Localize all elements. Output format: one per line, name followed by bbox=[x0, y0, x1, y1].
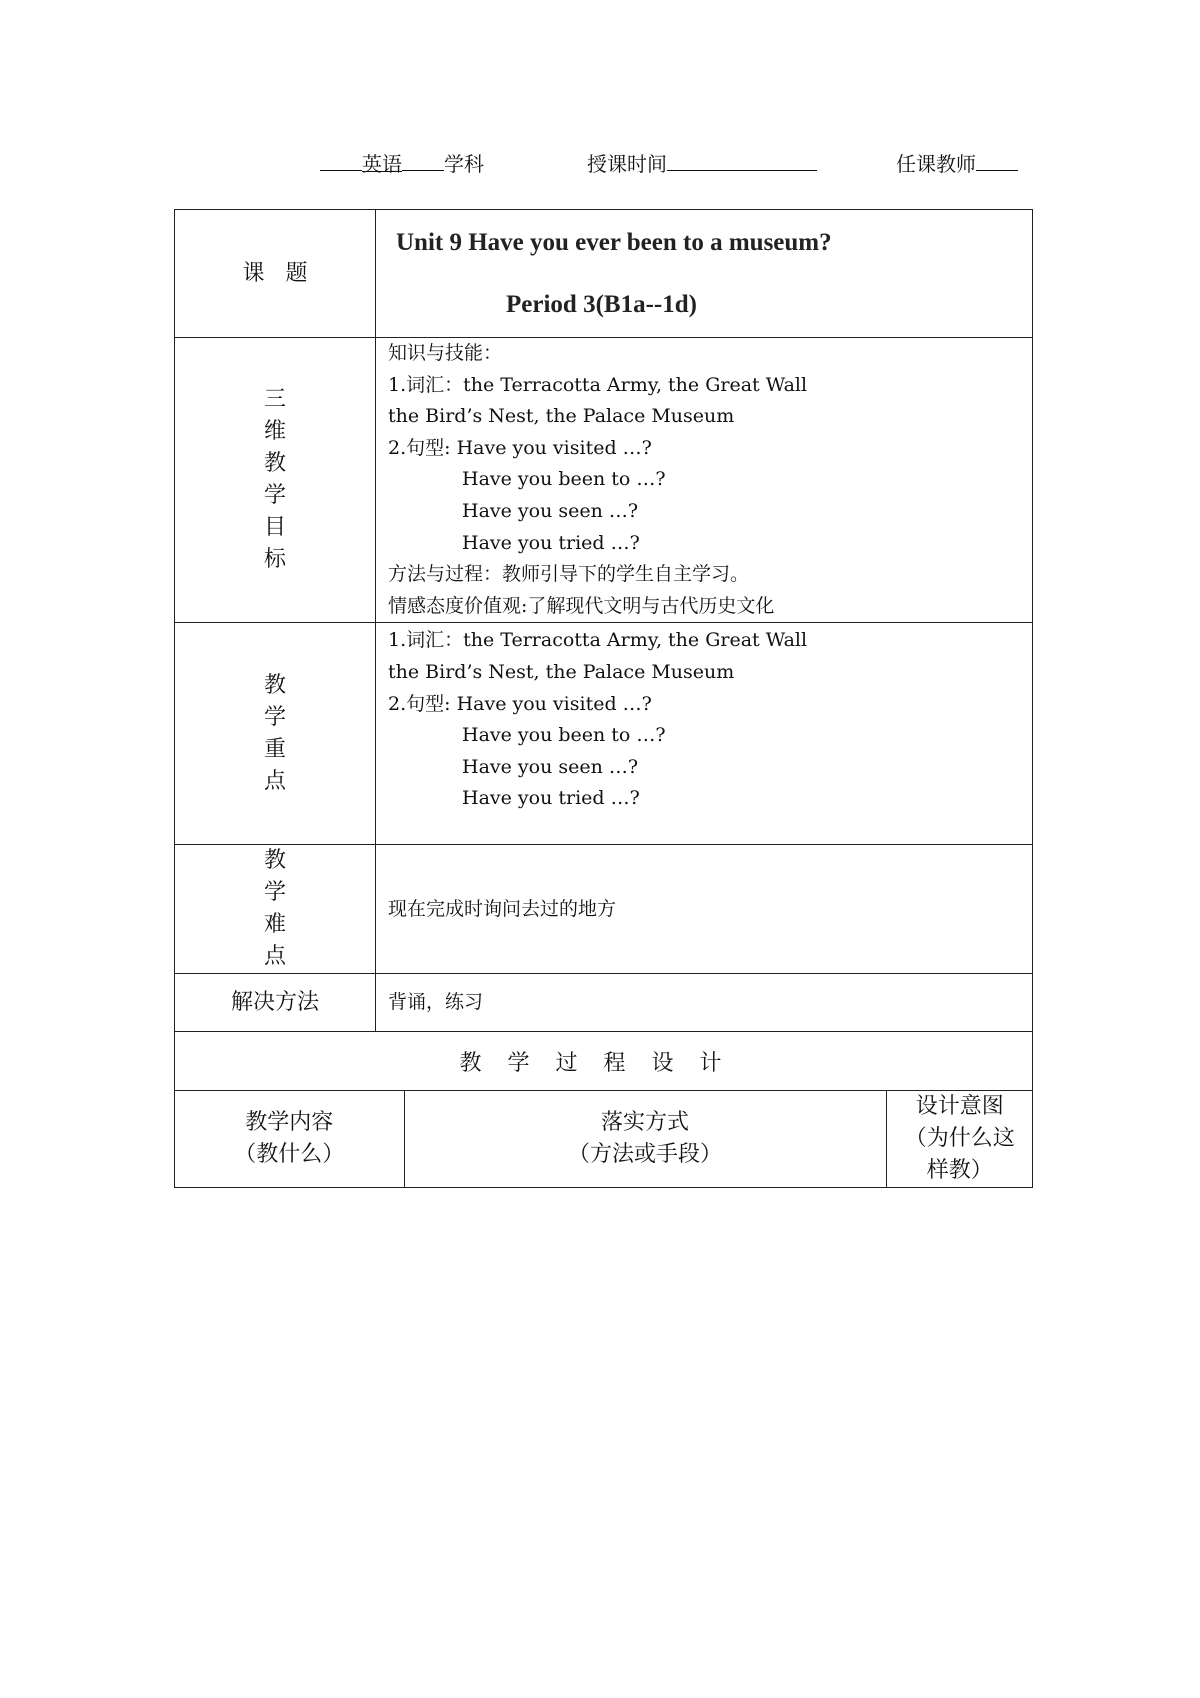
topic-row bbox=[175, 210, 1033, 338]
keypoints-line: 2.句型: Have you visited …? bbox=[388, 692, 652, 715]
document-header bbox=[0, 148, 1200, 178]
goals-row bbox=[175, 338, 1033, 623]
goals-content bbox=[376, 338, 1033, 623]
difficulty-label-char: 教 bbox=[263, 848, 286, 874]
keypoints-line: the Bird’s Nest, the Palace Museum bbox=[388, 660, 735, 683]
keypoints-row bbox=[175, 623, 1033, 845]
topic-content bbox=[376, 210, 1033, 338]
topic-label: 课 题 bbox=[175, 210, 376, 338]
keypoints-line: Have you seen …? bbox=[462, 755, 639, 778]
goals-line: the Bird’s Nest, the Palace Museum bbox=[388, 405, 735, 428]
solution-row bbox=[175, 974, 1033, 1032]
goals-line: Have you seen …? bbox=[462, 499, 639, 522]
intent-column-header bbox=[886, 1091, 1033, 1187]
topic-title: Unit 9 Have you ever been to a museum? bbox=[396, 228, 832, 256]
keypoints-line: 1.词汇：the Terracotta Army, the Great Wall bbox=[388, 629, 808, 652]
keypoints-content bbox=[376, 623, 1033, 845]
process-columns bbox=[175, 1091, 1033, 1187]
goals-label-char: 目 bbox=[263, 515, 286, 541]
process-header bbox=[175, 1091, 1033, 1188]
intent-column-subtitle-cont: 样教） bbox=[926, 1158, 993, 1184]
method-column-title: 落实方式 bbox=[600, 1110, 689, 1136]
subject-field bbox=[320, 148, 484, 179]
teacher-label: 任课教师 bbox=[896, 152, 976, 176]
goals-line: 知识与技能： bbox=[388, 342, 503, 364]
solution-label: 解决方法 bbox=[175, 974, 376, 1032]
keypoints-label bbox=[175, 623, 376, 845]
difficulty-label-char: 点 bbox=[263, 944, 286, 970]
subject-label: 学科 bbox=[444, 152, 484, 176]
solution-content: 背诵，练习 bbox=[376, 974, 1033, 1032]
difficulty-label-char: 难 bbox=[263, 912, 286, 938]
keypoints-label-char: 点 bbox=[263, 768, 286, 794]
goals-line: 1.词汇：the Terracotta Army, the Great Wall bbox=[388, 373, 808, 396]
process-title-row bbox=[175, 1032, 1033, 1091]
content-column-header bbox=[175, 1091, 404, 1187]
method-column-subtitle: （方法或手段） bbox=[567, 1142, 722, 1168]
goals-label-char: 维 bbox=[263, 419, 286, 445]
keypoints-label-char: 教 bbox=[263, 672, 286, 698]
goals-line: 方法与过程：教师引导下的学生自主学习。 bbox=[388, 563, 750, 586]
keypoints-line: Have you been to …? bbox=[462, 724, 666, 747]
content-column-title: 教学内容 bbox=[245, 1110, 334, 1136]
difficulty-row bbox=[175, 845, 1033, 974]
goals-label-char: 教 bbox=[263, 451, 286, 477]
keypoints-label-char: 学 bbox=[263, 704, 286, 730]
difficulty-content: 现在完成时询问去过的地方 bbox=[376, 845, 1033, 974]
difficulty-label-char: 学 bbox=[263, 880, 286, 906]
goals-label-char: 标 bbox=[263, 547, 286, 573]
keypoints-label-char: 重 bbox=[263, 736, 286, 762]
goals-line: 情感态度价值观:了解现代文明与古代历史文化 bbox=[388, 594, 775, 617]
time-label: 授课时间 bbox=[587, 152, 667, 176]
goals-line: Have you tried …? bbox=[462, 531, 640, 554]
lesson-plan-table bbox=[174, 209, 1033, 1188]
goals-label-char: 学 bbox=[263, 483, 286, 509]
goals-line: Have you been to …? bbox=[462, 468, 666, 491]
topic-period: Period 3(B1a--1d) bbox=[506, 290, 697, 318]
keypoints-line: Have you tried …? bbox=[462, 787, 640, 810]
intent-column-subtitle: （为什么这 bbox=[904, 1126, 1015, 1152]
goals-line: 2.句型: Have you visited …? bbox=[388, 436, 652, 459]
process-title: 教学过程设计 bbox=[175, 1032, 1033, 1091]
goals-label bbox=[175, 338, 376, 623]
method-column-header bbox=[404, 1091, 886, 1187]
process-header-row bbox=[175, 1091, 1033, 1188]
teacher-field bbox=[896, 148, 1018, 179]
subject-value: 英语 bbox=[362, 149, 402, 172]
intent-column-title: 设计意图 bbox=[915, 1094, 1004, 1120]
time-field bbox=[587, 148, 817, 179]
difficulty-label bbox=[175, 845, 376, 974]
goals-label-char: 三 bbox=[263, 387, 286, 413]
content-column-subtitle: （教什么） bbox=[234, 1142, 345, 1168]
